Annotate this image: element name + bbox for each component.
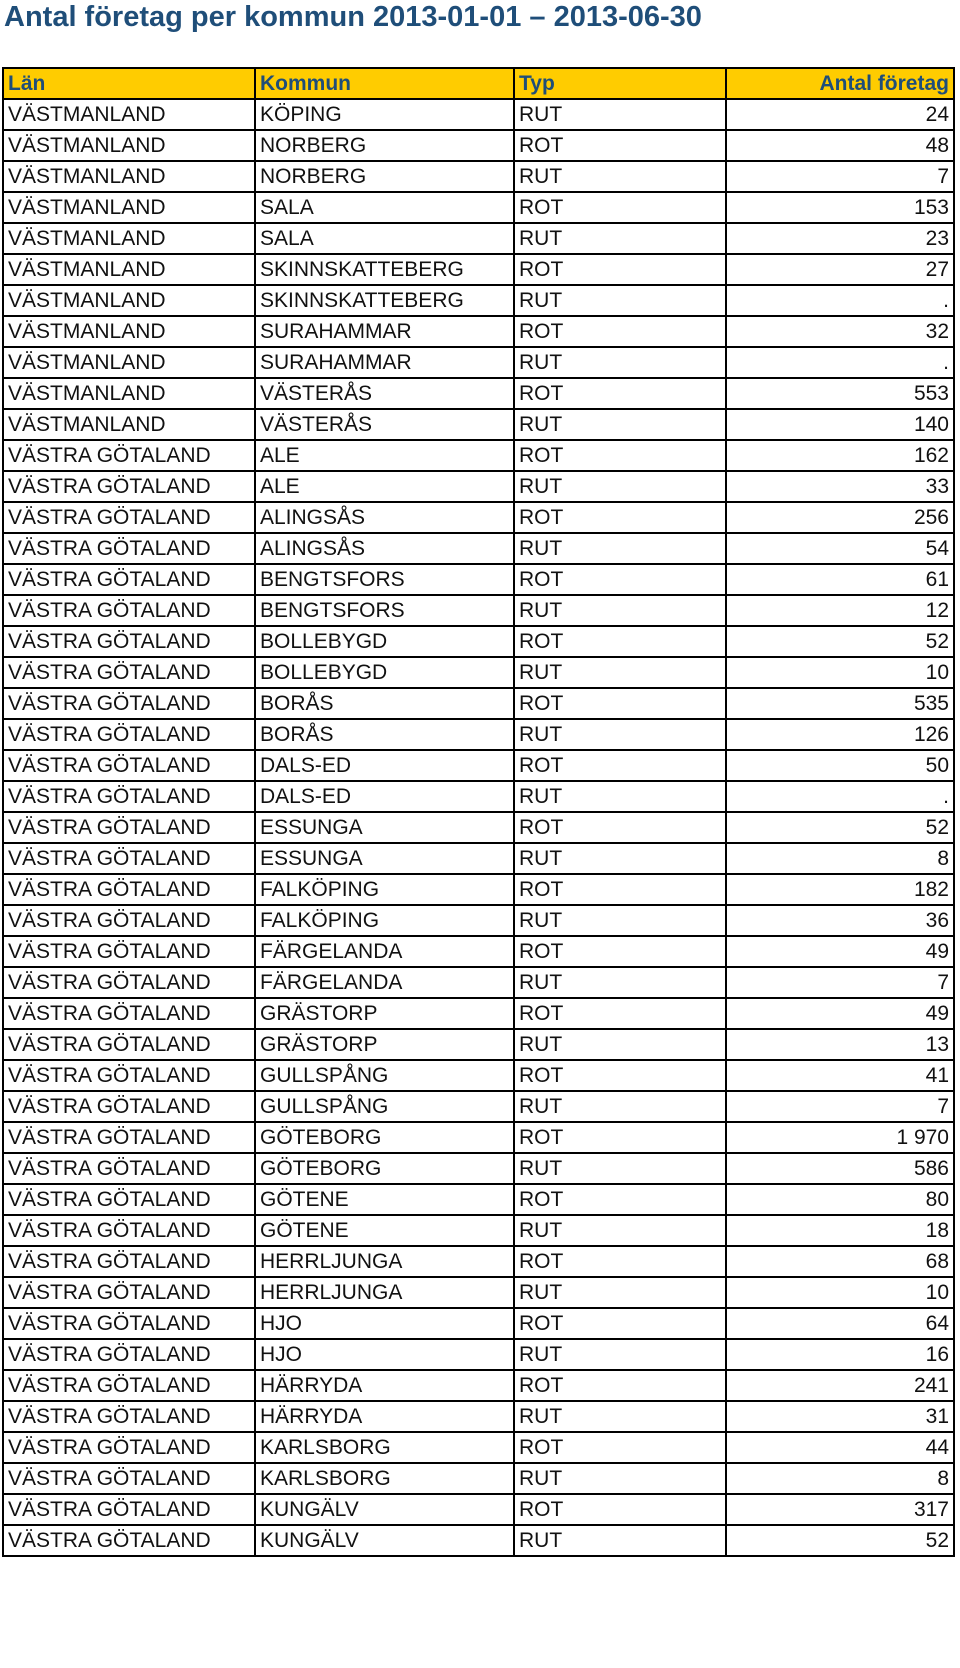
cell-kommun: GÖTENE [255, 1184, 514, 1215]
cell-antal-foretag: 162 [726, 440, 954, 471]
table-row [3, 1525, 954, 1556]
cell-antal-foretag: 8 [726, 843, 954, 874]
cell-lan: VÄSTRA GÖTALAND [3, 936, 255, 967]
cell-lan: VÄSTMANLAND [3, 192, 255, 223]
cell-kommun: VÄSTERÅS [255, 409, 514, 440]
cell-typ: ROT [514, 316, 726, 347]
cell-antal-foretag: 8 [726, 1463, 954, 1494]
table-row [3, 223, 954, 254]
cell-kommun: SURAHAMMAR [255, 316, 514, 347]
cell-antal-foretag: 535 [726, 688, 954, 719]
cell-typ: RUT [514, 285, 726, 316]
cell-kommun: DALS-ED [255, 781, 514, 812]
cell-lan: VÄSTMANLAND [3, 130, 255, 161]
cell-kommun: BENGTSFORS [255, 564, 514, 595]
cell-typ: RUT [514, 1339, 726, 1370]
column-header-kommun: Kommun [255, 68, 514, 99]
cell-typ: ROT [514, 564, 726, 595]
cell-kommun: ALINGSÅS [255, 502, 514, 533]
cell-typ: ROT [514, 378, 726, 409]
table-row [3, 719, 954, 750]
cell-antal-foretag: 586 [726, 1153, 954, 1184]
table-row [3, 750, 954, 781]
cell-antal-foretag: 317 [726, 1494, 954, 1525]
table-row [3, 657, 954, 688]
table-row [3, 874, 954, 905]
cell-typ: RUT [514, 843, 726, 874]
table-row [3, 1060, 954, 1091]
cell-typ: ROT [514, 1184, 726, 1215]
cell-antal-foretag: 18 [726, 1215, 954, 1246]
cell-lan: VÄSTRA GÖTALAND [3, 1122, 255, 1153]
cell-typ: RUT [514, 657, 726, 688]
cell-kommun: FÄRGELANDA [255, 936, 514, 967]
cell-lan: VÄSTRA GÖTALAND [3, 781, 255, 812]
table-row [3, 1339, 954, 1370]
table-row [3, 161, 954, 192]
cell-typ: ROT [514, 688, 726, 719]
cell-lan: VÄSTRA GÖTALAND [3, 1463, 255, 1494]
table-row [3, 502, 954, 533]
cell-kommun: VÄSTERÅS [255, 378, 514, 409]
table-row [3, 130, 954, 161]
cell-antal-foretag: 1 970 [726, 1122, 954, 1153]
cell-antal-foretag: . [726, 347, 954, 378]
cell-kommun: SALA [255, 223, 514, 254]
cell-antal-foretag: 54 [726, 533, 954, 564]
cell-kommun: GRÄSTORP [255, 1029, 514, 1060]
column-header-typ: Typ [514, 68, 726, 99]
cell-antal-foretag: 553 [726, 378, 954, 409]
table-row [3, 1029, 954, 1060]
cell-kommun: GULLSPÅNG [255, 1060, 514, 1091]
cell-typ: RUT [514, 409, 726, 440]
table-row [3, 936, 954, 967]
cell-lan: VÄSTRA GÖTALAND [3, 1091, 255, 1122]
table-body [3, 99, 954, 1556]
cell-typ: RUT [514, 1153, 726, 1184]
cell-typ: RUT [514, 1277, 726, 1308]
cell-antal-foretag: 49 [726, 998, 954, 1029]
table-row [3, 688, 954, 719]
cell-kommun: HÄRRYDA [255, 1401, 514, 1432]
cell-antal-foretag: 31 [726, 1401, 954, 1432]
table-row [3, 533, 954, 564]
table-row [3, 1308, 954, 1339]
cell-lan: VÄSTRA GÖTALAND [3, 1060, 255, 1091]
cell-lan: VÄSTMANLAND [3, 99, 255, 130]
cell-typ: RUT [514, 347, 726, 378]
cell-antal-foretag: . [726, 781, 954, 812]
cell-lan: VÄSTRA GÖTALAND [3, 1525, 255, 1556]
cell-antal-foretag: 61 [726, 564, 954, 595]
cell-lan: VÄSTRA GÖTALAND [3, 564, 255, 595]
cell-lan: VÄSTRA GÖTALAND [3, 1494, 255, 1525]
cell-lan: VÄSTRA GÖTALAND [3, 595, 255, 626]
table-row [3, 967, 954, 998]
cell-antal-foretag: 52 [726, 1525, 954, 1556]
table-row [3, 1401, 954, 1432]
cell-kommun: ESSUNGA [255, 843, 514, 874]
cell-antal-foretag: 64 [726, 1308, 954, 1339]
cell-kommun: HJO [255, 1339, 514, 1370]
table-row [3, 1215, 954, 1246]
cell-lan: VÄSTRA GÖTALAND [3, 1432, 255, 1463]
cell-kommun: HERRLJUNGA [255, 1277, 514, 1308]
cell-typ: ROT [514, 192, 726, 223]
table-row [3, 316, 954, 347]
cell-lan: VÄSTRA GÖTALAND [3, 1401, 255, 1432]
cell-typ: RUT [514, 905, 726, 936]
cell-antal-foretag: 48 [726, 130, 954, 161]
cell-kommun: BORÅS [255, 688, 514, 719]
cell-typ: ROT [514, 750, 726, 781]
cell-typ: ROT [514, 130, 726, 161]
cell-antal-foretag: 10 [726, 1277, 954, 1308]
cell-typ: ROT [514, 812, 726, 843]
cell-typ: ROT [514, 626, 726, 657]
cell-typ: RUT [514, 1091, 726, 1122]
table-row [3, 440, 954, 471]
cell-kommun: DALS-ED [255, 750, 514, 781]
cell-antal-foretag: 10 [726, 657, 954, 688]
cell-lan: VÄSTMANLAND [3, 285, 255, 316]
table-row [3, 1277, 954, 1308]
cell-antal-foretag: 36 [726, 905, 954, 936]
cell-typ: RUT [514, 161, 726, 192]
table-row [3, 1091, 954, 1122]
cell-typ: ROT [514, 1432, 726, 1463]
cell-antal-foretag: 153 [726, 192, 954, 223]
cell-antal-foretag: 23 [726, 223, 954, 254]
cell-kommun: BENGTSFORS [255, 595, 514, 626]
table-row [3, 254, 954, 285]
table-row [3, 409, 954, 440]
cell-kommun: FALKÖPING [255, 874, 514, 905]
cell-typ: ROT [514, 440, 726, 471]
cell-typ: RUT [514, 533, 726, 564]
cell-kommun: ALE [255, 471, 514, 502]
cell-typ: RUT [514, 719, 726, 750]
cell-antal-foretag: 27 [726, 254, 954, 285]
cell-typ: RUT [514, 781, 726, 812]
cell-kommun: KUNGÄLV [255, 1525, 514, 1556]
cell-kommun: GÖTEBORG [255, 1122, 514, 1153]
cell-typ: RUT [514, 1215, 726, 1246]
table-row [3, 378, 954, 409]
cell-antal-foretag: 7 [726, 1091, 954, 1122]
cell-lan: VÄSTRA GÖTALAND [3, 626, 255, 657]
table-row [3, 192, 954, 223]
cell-kommun: BOLLEBYGD [255, 626, 514, 657]
table-row [3, 1432, 954, 1463]
cell-typ: ROT [514, 1308, 726, 1339]
table-header-row [3, 68, 954, 99]
table-row [3, 285, 954, 316]
cell-typ: ROT [514, 1494, 726, 1525]
table-row [3, 595, 954, 626]
cell-typ: ROT [514, 1060, 726, 1091]
cell-antal-foretag: 13 [726, 1029, 954, 1060]
cell-antal-foretag: 7 [726, 967, 954, 998]
column-header-lan: Län [3, 68, 255, 99]
table-row [3, 843, 954, 874]
table-row [3, 471, 954, 502]
cell-kommun: GÖTENE [255, 1215, 514, 1246]
cell-typ: ROT [514, 254, 726, 285]
cell-typ: ROT [514, 936, 726, 967]
cell-typ: RUT [514, 471, 726, 502]
cell-typ: RUT [514, 595, 726, 626]
cell-typ: RUT [514, 99, 726, 130]
cell-antal-foretag: . [726, 285, 954, 316]
cell-typ: ROT [514, 1246, 726, 1277]
cell-kommun: ESSUNGA [255, 812, 514, 843]
table-row [3, 905, 954, 936]
table-row [3, 626, 954, 657]
cell-lan: VÄSTRA GÖTALAND [3, 688, 255, 719]
cell-typ: RUT [514, 1525, 726, 1556]
cell-lan: VÄSTRA GÖTALAND [3, 471, 255, 502]
cell-kommun: NORBERG [255, 130, 514, 161]
cell-lan: VÄSTMANLAND [3, 254, 255, 285]
cell-antal-foretag: 7 [726, 161, 954, 192]
cell-antal-foretag: 16 [726, 1339, 954, 1370]
cell-typ: ROT [514, 502, 726, 533]
cell-kommun: GRÄSTORP [255, 998, 514, 1029]
cell-kommun: GULLSPÅNG [255, 1091, 514, 1122]
cell-lan: VÄSTMANLAND [3, 409, 255, 440]
cell-lan: VÄSTMANLAND [3, 378, 255, 409]
cell-antal-foretag: 68 [726, 1246, 954, 1277]
cell-lan: VÄSTRA GÖTALAND [3, 998, 255, 1029]
cell-kommun: KARLSBORG [255, 1463, 514, 1494]
table-row [3, 347, 954, 378]
cell-kommun: SKINNSKATTEBERG [255, 285, 514, 316]
table-row [3, 1463, 954, 1494]
cell-lan: VÄSTRA GÖTALAND [3, 657, 255, 688]
cell-lan: VÄSTRA GÖTALAND [3, 874, 255, 905]
cell-lan: VÄSTRA GÖTALAND [3, 1215, 255, 1246]
cell-kommun: HÄRRYDA [255, 1370, 514, 1401]
cell-antal-foretag: 32 [726, 316, 954, 347]
cell-typ: RUT [514, 1463, 726, 1494]
cell-lan: VÄSTRA GÖTALAND [3, 750, 255, 781]
table-row [3, 1184, 954, 1215]
cell-lan: VÄSTMANLAND [3, 347, 255, 378]
table-row [3, 564, 954, 595]
cell-typ: RUT [514, 1029, 726, 1060]
cell-kommun: BOLLEBYGD [255, 657, 514, 688]
table-row [3, 998, 954, 1029]
cell-antal-foretag: 49 [726, 936, 954, 967]
cell-antal-foretag: 182 [726, 874, 954, 905]
cell-kommun: KUNGÄLV [255, 1494, 514, 1525]
cell-kommun: KÖPING [255, 99, 514, 130]
table-row [3, 99, 954, 130]
cell-antal-foretag: 50 [726, 750, 954, 781]
cell-kommun: SURAHAMMAR [255, 347, 514, 378]
cell-typ: RUT [514, 1401, 726, 1432]
table-row [3, 812, 954, 843]
cell-antal-foretag: 33 [726, 471, 954, 502]
cell-kommun: HERRLJUNGA [255, 1246, 514, 1277]
cell-typ: RUT [514, 223, 726, 254]
cell-antal-foretag: 52 [726, 626, 954, 657]
cell-lan: VÄSTRA GÖTALAND [3, 843, 255, 874]
cell-lan: VÄSTRA GÖTALAND [3, 1308, 255, 1339]
cell-lan: VÄSTMANLAND [3, 223, 255, 254]
cell-kommun: FÄRGELANDA [255, 967, 514, 998]
page-title: Antal företag per kommun 2013-01-01 – 2013-06-30 [4, 1, 702, 33]
table-row [3, 1153, 954, 1184]
cell-lan: VÄSTRA GÖTALAND [3, 1029, 255, 1060]
cell-lan: VÄSTRA GÖTALAND [3, 812, 255, 843]
column-header-antal-foretag: Antal företag [726, 68, 954, 99]
cell-kommun: SALA [255, 192, 514, 223]
table-row [3, 1246, 954, 1277]
cell-kommun: HJO [255, 1308, 514, 1339]
cell-lan: VÄSTMANLAND [3, 316, 255, 347]
table-row [3, 1370, 954, 1401]
cell-lan: VÄSTRA GÖTALAND [3, 905, 255, 936]
cell-typ: ROT [514, 998, 726, 1029]
companies-table [2, 67, 955, 1557]
cell-lan: VÄSTRA GÖTALAND [3, 1339, 255, 1370]
cell-kommun: GÖTEBORG [255, 1153, 514, 1184]
cell-lan: VÄSTRA GÖTALAND [3, 1184, 255, 1215]
cell-lan: VÄSTRA GÖTALAND [3, 533, 255, 564]
cell-lan: VÄSTRA GÖTALAND [3, 1246, 255, 1277]
cell-antal-foretag: 140 [726, 409, 954, 440]
cell-antal-foretag: 12 [726, 595, 954, 626]
cell-typ: ROT [514, 1370, 726, 1401]
cell-kommun: BORÅS [255, 719, 514, 750]
cell-antal-foretag: 24 [726, 99, 954, 130]
cell-kommun: FALKÖPING [255, 905, 514, 936]
cell-lan: VÄSTRA GÖTALAND [3, 502, 255, 533]
cell-lan: VÄSTRA GÖTALAND [3, 1153, 255, 1184]
cell-typ: RUT [514, 967, 726, 998]
cell-lan: VÄSTRA GÖTALAND [3, 967, 255, 998]
cell-lan: VÄSTRA GÖTALAND [3, 440, 255, 471]
cell-lan: VÄSTRA GÖTALAND [3, 1370, 255, 1401]
cell-kommun: KARLSBORG [255, 1432, 514, 1463]
cell-antal-foretag: 41 [726, 1060, 954, 1091]
cell-antal-foretag: 241 [726, 1370, 954, 1401]
cell-typ: ROT [514, 1122, 726, 1153]
table-row [3, 1122, 954, 1153]
table-row [3, 1494, 954, 1525]
cell-lan: VÄSTMANLAND [3, 161, 255, 192]
cell-lan: VÄSTRA GÖTALAND [3, 719, 255, 750]
cell-kommun: NORBERG [255, 161, 514, 192]
cell-typ: ROT [514, 874, 726, 905]
cell-kommun: ALINGSÅS [255, 533, 514, 564]
cell-antal-foretag: 52 [726, 812, 954, 843]
cell-antal-foretag: 44 [726, 1432, 954, 1463]
table-row [3, 781, 954, 812]
cell-lan: VÄSTRA GÖTALAND [3, 1277, 255, 1308]
cell-antal-foretag: 80 [726, 1184, 954, 1215]
cell-kommun: ALE [255, 440, 514, 471]
cell-antal-foretag: 126 [726, 719, 954, 750]
cell-antal-foretag: 256 [726, 502, 954, 533]
cell-kommun: SKINNSKATTEBERG [255, 254, 514, 285]
